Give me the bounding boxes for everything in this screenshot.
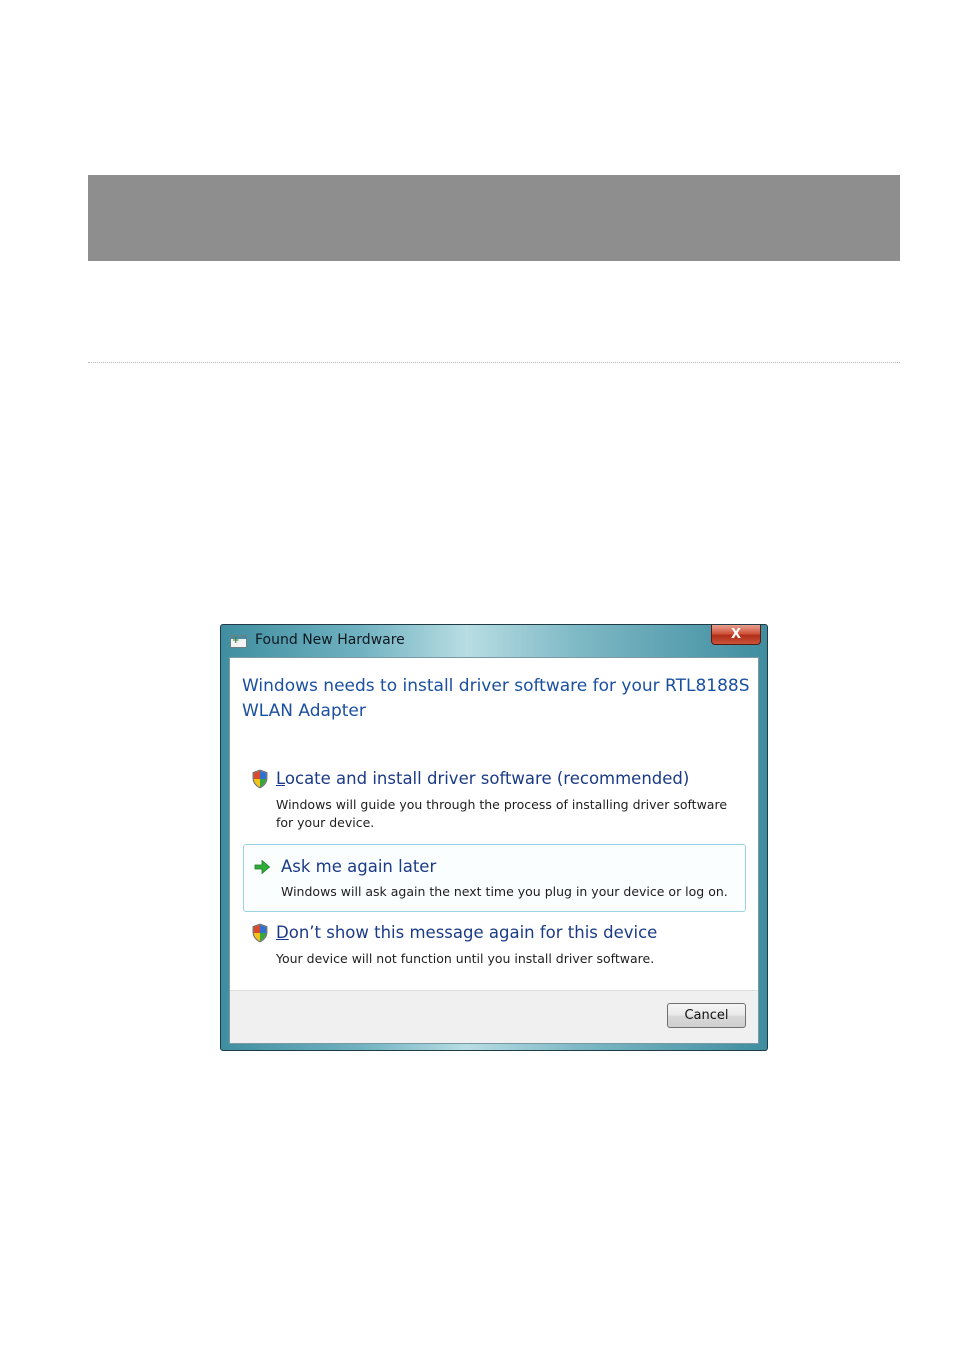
option-locate-install-description: Windows will guide you through the process of installing driver software for your device. <box>276 797 728 830</box>
option-dont-show-label: Don’t show this message again for this device <box>276 923 658 942</box>
option-dont-show[interactable] <box>243 918 746 978</box>
hardware-icon <box>230 635 247 648</box>
option-ask-later-description: Windows will ask again the next time you plug in your device or log on. <box>281 884 728 899</box>
dialog-content <box>229 657 759 1044</box>
dotted-divider <box>88 362 900 363</box>
uac-shield-icon <box>251 923 269 943</box>
cancel-button[interactable]: Cancel <box>667 1003 746 1028</box>
found-new-hardware-dialog <box>220 624 768 1051</box>
uac-shield-icon <box>251 769 269 789</box>
option-locate-install-label: Locate and install driver software (recommended) <box>276 769 690 788</box>
title-bar[interactable] <box>221 625 767 656</box>
option-ask-later-label: Ask me again later <box>281 857 437 876</box>
header-banner <box>88 175 900 261</box>
green-arrow-icon <box>253 857 271 877</box>
close-button[interactable]: X <box>711 625 761 645</box>
dialog-heading: Windows needs to install driver software for your RTL8188S WLAN Adapter <box>242 676 750 721</box>
dialog-footer <box>230 990 758 1043</box>
option-ask-later[interactable] <box>243 844 746 912</box>
window-title: Found New Hardware <box>255 632 405 648</box>
option-locate-install[interactable] <box>243 764 746 844</box>
option-dont-show-description: Your device will not function until you install driver software. <box>276 951 655 966</box>
